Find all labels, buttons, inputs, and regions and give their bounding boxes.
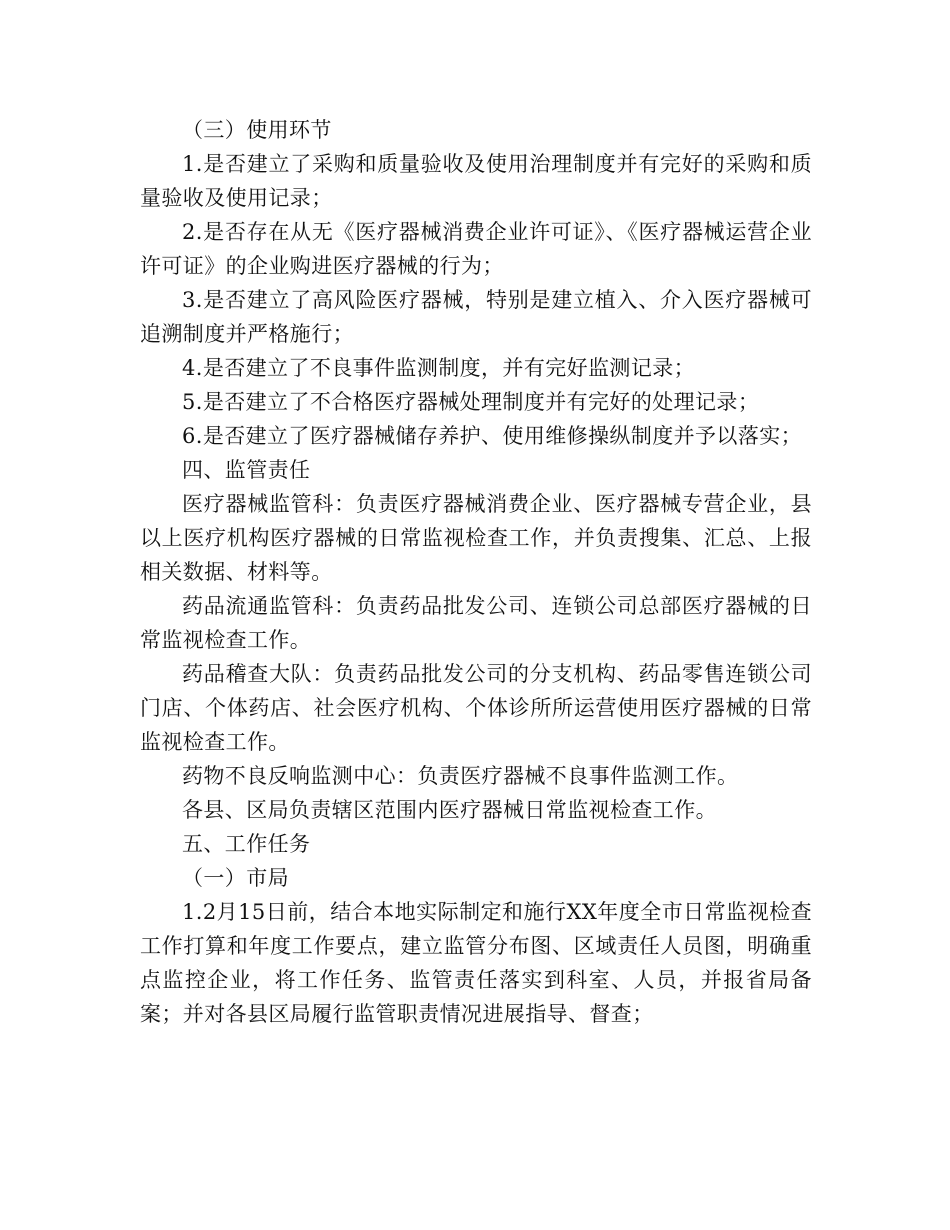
paragraph-adverse-monitoring: 药物不良反响监测中心：负责医疗器械不良事件监测工作。 [182, 764, 739, 788]
section-heading-responsibility: 四、监管责任 [182, 458, 311, 482]
document-body [140, 113, 812, 1031]
paragraph-county-bureaus: 各县、区局负责辖区范围内医疗器械日常监视检查工作。 [182, 798, 717, 822]
subsection-heading-city: （一）市局 [182, 866, 289, 890]
paragraph-item-5: 5.是否建立了不合格医疗器械处理制度并有完好的处理记录； [182, 390, 760, 414]
paragraph-inspection-team: 药品稽查大队：负责药品批发公司的分支机构、药品零售连锁公司门店、个体药店、社会医疗机构、个体诊所所运营使用医疗器械的日常监视检查工作。 [140, 662, 812, 754]
paragraph-item-4: 4.是否建立了不良事件监测制度，并有完好监测记录； [182, 356, 696, 380]
paragraph-item-1: 1.是否建立了采购和质量验收及使用治理制度并有完好的采购和质量验收及使用记录； [140, 152, 812, 210]
paragraph-device-supervision: 医疗器械监管科：负责医疗器械消费企业、医疗器械专营企业，县以上医疗机构医疗器械的日常监视检查工作，并负责搜集、汇总、上报相关数据、材料等。 [140, 492, 812, 584]
section-heading-tasks: 五、工作任务 [182, 832, 311, 856]
paragraph-drug-circulation: 药品流通监管科：负责药品批发公司、连锁公司总部医疗器械的日常监视检查工作。 [140, 594, 812, 652]
paragraph-item-3: 3.是否建立了高风险医疗器械，特别是建立植入、介入医疗器械可追溯制度并严格施行； [140, 288, 812, 346]
section-heading-usage: （三）使用环节 [182, 118, 332, 142]
paragraph-task-1: 1.2月15日前，结合本地实际制定和施行XX年度全市日常监视检查工作打算和年度工作要点，建立监管分布图、区域责任人员图，明确重点监控企业，将工作任务、监管责任落实到科室、人员，并报省局备案；并对各县区局履行监管职责情况进展指导、督查； [140, 900, 812, 1026]
paragraph-item-6: 6.是否建立了医疗器械储存养护、使用维修操纵制度并予以落实； [182, 424, 803, 448]
paragraph-item-2: 2.是否存在从无《医疗器械消费企业许可证》、《医疗器械运营企业许可证》的企业购进医疗器械的行为； [140, 220, 812, 278]
